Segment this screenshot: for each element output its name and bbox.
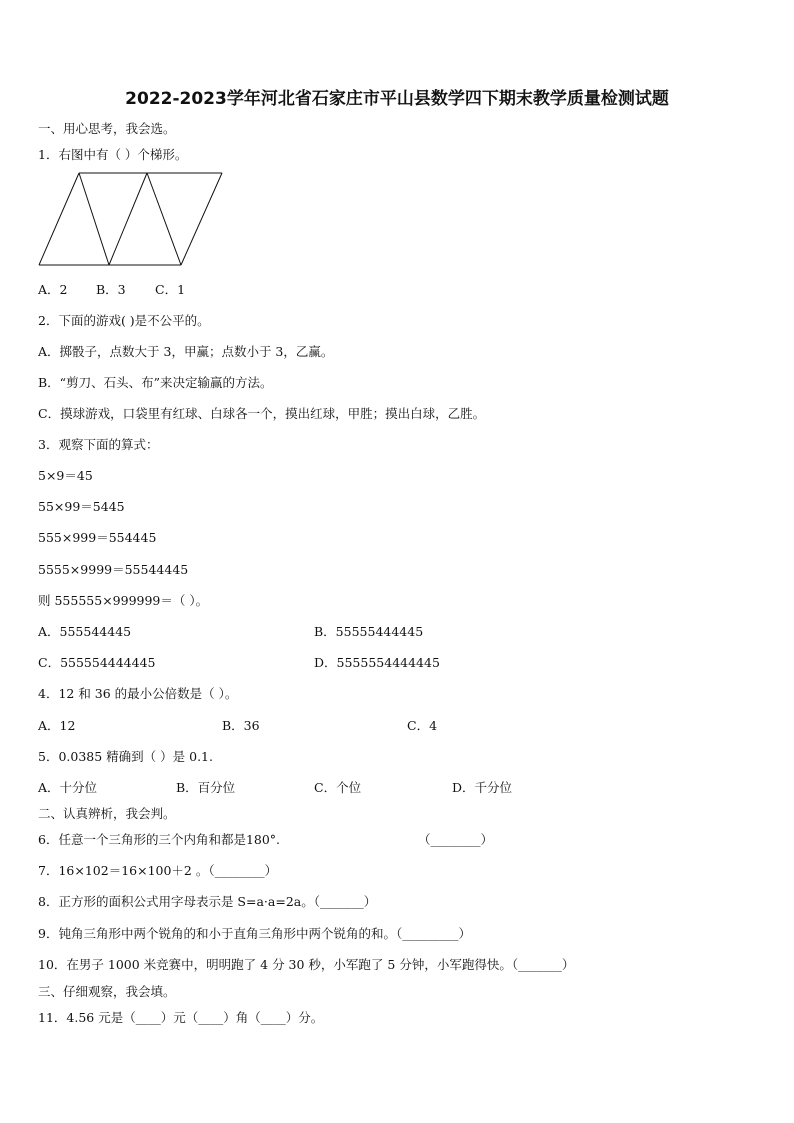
question-3-ask: 则 555555×999999＝（ ）。 [38, 593, 209, 608]
section-heading-judge: 二、认真辨析，我会判。 [38, 806, 176, 821]
question-3-equation-1: 5×9＝45 [38, 468, 93, 483]
question-2-option-a: A．掷骰子，点数大于 3，甲赢；点数小于 3，乙赢。 [38, 344, 334, 359]
question-6-stem: 6．任意一个三角形的三个内角和都是180°. [38, 832, 281, 847]
question-4-option-a: A．12 [38, 718, 76, 733]
question-4-option-b: B．36 [222, 718, 260, 733]
question-1-option-b: B．3 [96, 282, 126, 297]
page-title: 2022-2023学年河北省石家庄市平山县数学四下期末教学质量检测试题 [125, 89, 669, 109]
question-5-option-b: B．百分位 [176, 780, 236, 795]
question-1-option-c: C．1 [155, 282, 186, 297]
figure-diagonal-3 [147, 173, 181, 265]
question-3-option-a: A．555544445 [38, 624, 132, 639]
question-1-stem: 1．右图中有（ ）个梯形。 [38, 147, 188, 162]
trapezoid-figure [37, 170, 227, 270]
section-heading-choice: 一、用心思考，我会选。 [38, 121, 176, 136]
question-8-stem: 8．正方形的面积公式用字母表示是 S=a·a=2a。（_______） [38, 894, 377, 909]
question-4-stem: 4．12 和 36 的最小公倍数是（ ）。 [38, 686, 238, 701]
question-3-stem: 3．观察下面的算式： [38, 437, 159, 452]
figure-right-edge [181, 173, 222, 265]
question-3-option-d: D．5555554444445 [314, 655, 440, 670]
question-5-stem: 5．0.0385 精确到（ ）是 0.1. [38, 749, 213, 764]
question-1-option-a: A．2 [38, 282, 68, 297]
question-9-stem: 9．钝角三角形中两个锐角的和小于直角三角形中两个锐角的和。（_________） [38, 926, 471, 941]
question-4-option-c: C．4 [407, 718, 438, 733]
question-2-option-c: C．摸球游戏，口袋里有红球、白球各一个，摸出红球，甲胜；摸出白球，乙胜。 [38, 406, 486, 421]
question-3-option-b: B．55555444445 [314, 624, 424, 639]
question-3-equation-3: 555×999＝554445 [38, 530, 157, 545]
question-5-option-d: D．千分位 [452, 780, 513, 795]
figure-diagonal-1 [79, 173, 109, 265]
question-2-stem: 2．下面的游戏( )是不公平的。 [38, 313, 210, 328]
figure-diagonal-2 [109, 173, 147, 265]
figure-left-edge [39, 173, 79, 265]
question-3-option-c: C．555554444445 [38, 655, 156, 670]
question-2-option-b: B．“剪刀、石头、布”来决定输赢的方法。 [38, 375, 273, 390]
question-5-option-c: C．个位 [314, 780, 362, 795]
question-10-stem: 10．在男子 1000 米竞赛中，明明跑了 4 分 30 秒，小军跑了 5 分钟，小军跑得快。（_______） [38, 957, 575, 972]
question-7-stem: 7．16×102＝16×100＋2 。（________） [38, 863, 278, 878]
question-6-answer-blank[interactable]: （________） [418, 832, 494, 847]
question-3-equation-4: 5555×9999＝55544445 [38, 562, 189, 577]
section-heading-fill: 三、仔细观察，我会填。 [38, 984, 176, 999]
question-11-stem: 11．4.56 元是（____）元（____）角（____）分。 [38, 1010, 324, 1025]
question-5-option-a: A．十分位 [38, 780, 98, 795]
question-3-equation-2: 55×99＝5445 [38, 499, 125, 514]
